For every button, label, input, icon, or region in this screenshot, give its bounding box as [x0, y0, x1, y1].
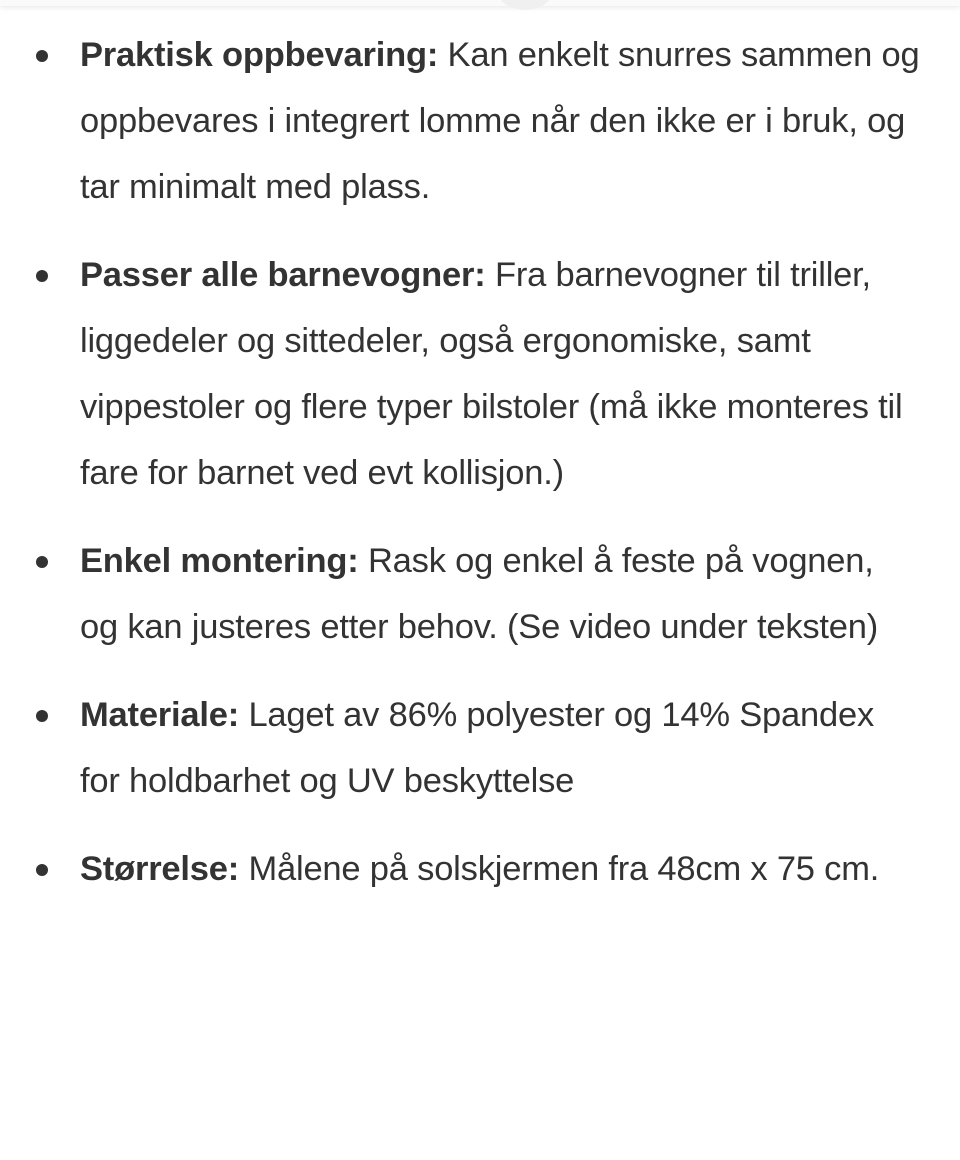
list-item [80, 682, 920, 814]
item-text: Målene på solskjermen fra 48cm x 75 cm. [239, 850, 880, 888]
item-label: Passer alle barnevogner: [80, 256, 486, 294]
item-label: Størrelse: [80, 850, 240, 888]
list-item [80, 836, 920, 902]
item-label: Materiale: [80, 696, 240, 734]
item-text: Kan enkelt snurres sammen og oppbevares i integrert lomme når den ikke er i bruk, og tar minimalt med plass. [80, 36, 920, 206]
list-item [80, 22, 920, 220]
top-bar [0, 0, 960, 6]
bullet-icon [36, 50, 48, 62]
pull-handle[interactable] [497, 0, 553, 10]
list-item [80, 242, 920, 506]
bullet-icon [36, 270, 48, 282]
item-text: Laget av 86% polyester og 14% Spandex for holdbarhet og UV beskyttelse [80, 696, 874, 800]
item-label: Praktisk oppbevaring: [80, 36, 439, 74]
feature-list [0, 22, 960, 924]
item-label: Enkel montering: [80, 542, 359, 580]
bullet-icon [36, 710, 48, 722]
item-text: Rask og enkel å feste på vognen, og kan justeres etter behov. (Se video under teksten) [80, 542, 879, 646]
bullet-icon [36, 864, 48, 876]
item-text: Fra barnevogner til triller, liggedeler og sittedeler, også ergonomiske, samt vippestoler og flere typer bilstoler (må ikke monteres til fare for barnet ved evt kollisjon.) [80, 256, 903, 492]
list-item [80, 528, 920, 660]
bullet-icon [36, 556, 48, 568]
